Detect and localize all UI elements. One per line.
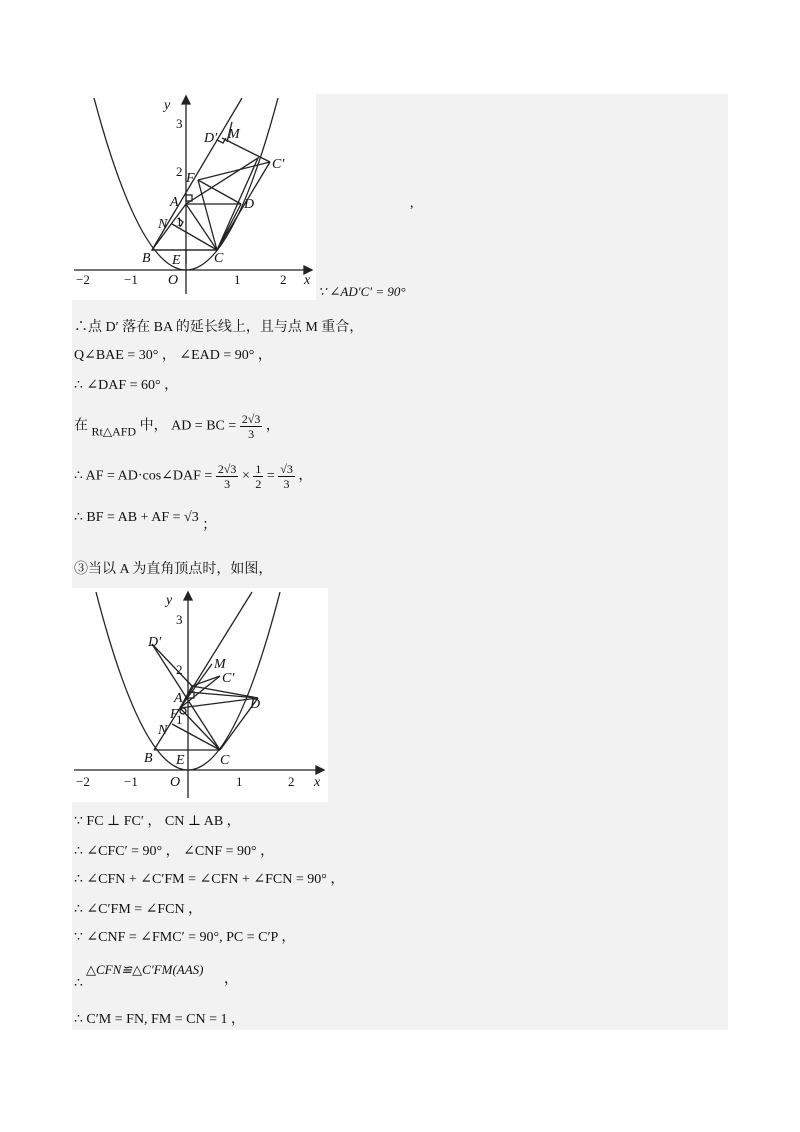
line-8: ∵ FC ⊥ FC′ ， CN ⊥ AB ， — [74, 814, 241, 829]
point-N-2: N — [158, 723, 168, 738]
point-Dprime: D′ — [204, 131, 218, 146]
point-Cprime: C′ — [272, 157, 285, 172]
line-10: ∴ ∠CFN + ∠C′FM = ∠CFN + ∠FCN = 90° ， — [74, 872, 345, 887]
y-axis-arrow — [182, 96, 190, 104]
tick-x1: 1 — [234, 272, 241, 287]
point-A: A — [170, 195, 179, 210]
point-A-2: A — [174, 691, 183, 706]
line-5-times: × — [241, 468, 250, 484]
x-label: x — [304, 273, 311, 288]
line-13-congruence: △CFN≌△C′FM(AAS) — [86, 962, 204, 977]
line-13-end: ， — [224, 972, 238, 987]
origin-label: O — [168, 273, 179, 288]
line-4 — [74, 412, 280, 442]
figure-2 — [72, 588, 328, 802]
origin-label-2: O — [170, 775, 181, 790]
x-label-2: x — [314, 775, 321, 790]
line-13-therefore: ∴ — [74, 976, 83, 991]
line-7: ③当以 A 为直角顶点时，如图， — [74, 562, 273, 577]
tick-x2: 2 — [280, 272, 287, 287]
line-12: ∵ ∠CNF = ∠FMC′ = 90°, PC = C′P ， — [74, 930, 296, 945]
line-4-end: ， — [265, 418, 280, 434]
comma-mark: , — [410, 196, 414, 211]
point-M-2: M — [214, 657, 226, 672]
line-5-prefix: ∴ AF = AD·cos∠DAF = — [74, 468, 216, 484]
point-Dprime-2: D′ — [148, 635, 162, 650]
tick-x1-2: 1 — [236, 774, 243, 789]
point-D-2: D — [250, 697, 261, 712]
point-D: D — [244, 197, 255, 212]
line-2: Q∠BAE = 30° ， ∠EAD = 90° ， — [74, 348, 272, 363]
tick-y1-2: 1 — [176, 712, 183, 727]
line-6 — [74, 508, 216, 536]
point-N: N — [158, 217, 168, 232]
y-label-2: y — [166, 593, 173, 608]
figure-1 — [72, 94, 316, 300]
line-5-frac-1: $\frac{2√3}{3}$ — [217, 462, 237, 491]
point-C: C — [214, 251, 224, 266]
line-9: ∴ ∠CFC′ = 90° ， ∠CNF = 90° ， — [74, 844, 275, 859]
tick-xm1-2: −1 — [124, 774, 138, 789]
figure-1-graph — [72, 94, 316, 300]
point-F-2: F — [170, 707, 179, 722]
tick-xm2: −2 — [76, 272, 90, 287]
line-4-fraction: $\frac{2√3}{3}$ — [241, 412, 261, 441]
line-4-rt: Rt△AFD — [91, 424, 137, 439]
point-B: B — [142, 251, 151, 266]
tick-y3: 3 — [176, 116, 183, 131]
line-1: ∴点 D′ 落在 BA 的延长线上，且与点 M 重合， — [74, 320, 364, 335]
y-label: y — [164, 98, 171, 113]
point-C-2: C — [220, 753, 230, 768]
line-5-eq: = — [266, 468, 279, 484]
line-4-prefix: 在 — [74, 418, 88, 434]
point-M: M — [228, 127, 240, 142]
line-6-end: ； — [202, 518, 217, 533]
line-4-mid: 中， AD = BC = — [139, 418, 240, 434]
point-F: F — [186, 171, 195, 186]
line-5-frac-3: $\frac{√3}{3}$ — [280, 462, 293, 491]
tick-x2-2: 2 — [288, 774, 295, 789]
tick-xm1: −1 — [124, 272, 138, 287]
tick-xm2-2: −2 — [76, 774, 90, 789]
tick-y2: 2 — [176, 164, 183, 179]
line-14: ∴ C′M = FN, FM = CN = 1 ， — [74, 1012, 246, 1027]
tick-y3-2: 3 — [176, 612, 183, 627]
line-3: ∴ ∠DAF = 60° ， — [74, 378, 179, 393]
line-5-end: ， — [298, 468, 313, 484]
tick-y2-2: 2 — [176, 662, 183, 677]
line-11: ∴ ∠C′FM = ∠FCN ， — [74, 902, 203, 917]
figure-2-graph — [72, 588, 328, 802]
tick-y1: 1 — [176, 214, 183, 229]
point-Cprime-2: C′ — [222, 671, 235, 686]
point-E-2: E — [176, 753, 185, 768]
line-6-text: ∴ BF = AB + AF = √3 — [74, 510, 199, 525]
line-5 — [74, 462, 312, 491]
point-B-2: B — [144, 751, 153, 766]
point-E: E — [172, 253, 181, 268]
because-angle: ∵ ∠AD′C′ = 90° — [318, 284, 406, 299]
line-5-frac-2: $\frac{1}{2}$ — [255, 462, 262, 491]
